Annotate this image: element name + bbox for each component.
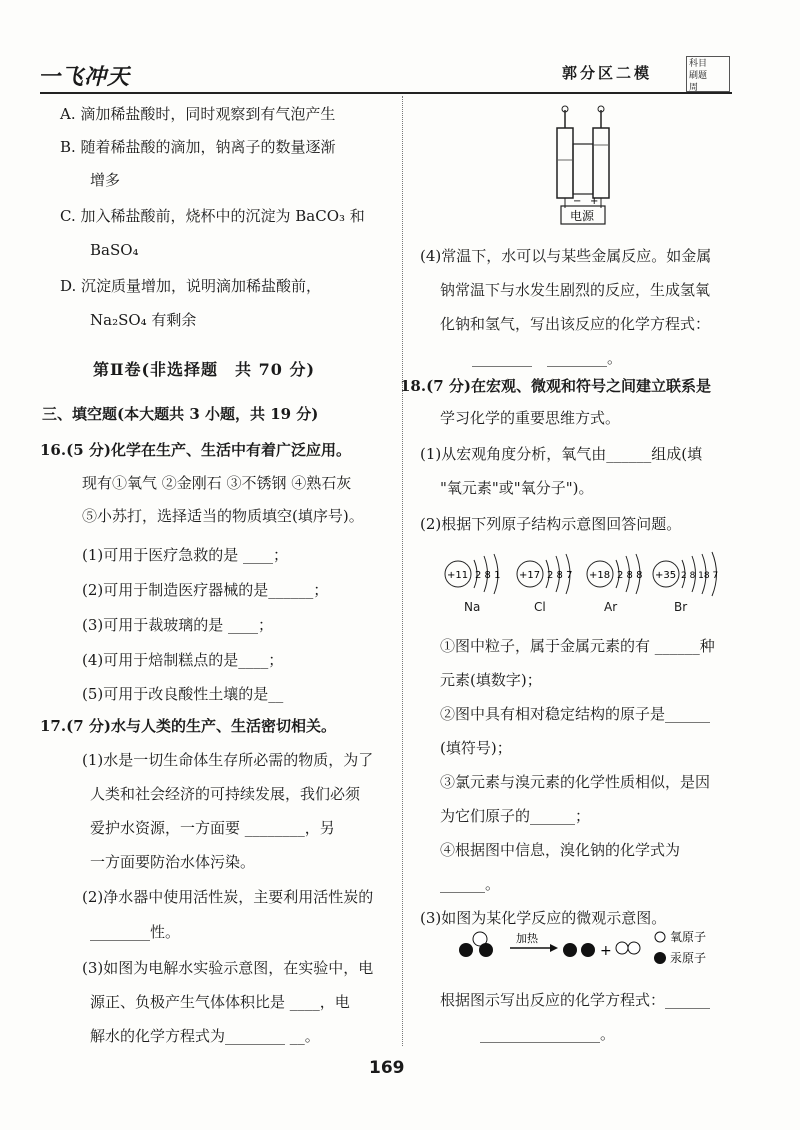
option-a: A. 滴加稀盐酸时，同时观察到有气泡产生	[60, 105, 336, 123]
svg-text:+: +	[600, 943, 612, 959]
q18-2-sub-3-line-1: ③氯元素与溴元素的化学性质相似，是因	[440, 773, 711, 791]
q17-2-line-2: ________性。	[90, 923, 181, 941]
page-number: 169	[369, 1058, 405, 1078]
q17-4-line-1: (4)常温下，水可以与某些金属反应。如金属	[420, 247, 712, 265]
section-3-heading: 三、填空题(本大题共 3 小题，共 19 分)	[42, 405, 319, 423]
q18-2-sub-4-line-1: ④根据图中信息，溴化钠的化学式为	[440, 841, 681, 859]
atom-na	[445, 554, 500, 594]
q16-line-3: ⑤小苏打，选择适当的物质填空(填序号)。	[82, 507, 364, 525]
header-badge	[686, 56, 730, 92]
atom-cl	[517, 554, 572, 594]
header-rule	[40, 92, 732, 94]
option-c: C. 加入稀盐酸前，烧杯中的沉淀为 BaCO₃ 和	[60, 207, 365, 225]
q17-3-line-1: (3)如图为电解水实验示意图，在实验中，电	[82, 959, 374, 977]
legend-mercury-label: 汞原子	[670, 951, 707, 965]
atom-cl-shells: 2 8 7	[547, 570, 573, 581]
q18-2-intro: (2)根据下列原子结构示意图回答问题。	[420, 515, 682, 533]
power-supply-label: 电源	[570, 209, 595, 223]
header-series-title: 郭分区二模	[562, 64, 653, 82]
atom-ar-shells: 2 8 8	[617, 570, 643, 581]
q18-line-2: 学习化学的重要思维方式。	[440, 409, 621, 427]
product-oxygen-molecule	[616, 942, 640, 954]
q18-3-answer-line-1: 根据图示写出反应的化学方程式：______	[440, 991, 711, 1009]
legend-oxygen-label: 氧原子	[670, 930, 707, 944]
electrolysis-diagram	[535, 100, 625, 230]
q18-3-intro: (3)如图为某化学反应的微观示意图。	[420, 909, 667, 927]
column-divider	[402, 96, 403, 1046]
option-c-cont: BaSO₄	[90, 241, 139, 259]
option-b: B. 随着稀盐酸的滴加，钠离子的数量逐渐	[60, 138, 336, 156]
q16-stem: 16.(5 分)化学在生产、生活中有着广泛应用。	[40, 441, 351, 459]
q18-stem: 18.(7 分)在宏观、微观和符号之间建立联系是	[400, 377, 711, 395]
badge-line-1: 科目	[689, 59, 708, 69]
reaction-diagram	[450, 928, 730, 972]
atom-br-shells: 2 8 18 7	[681, 571, 719, 581]
reaction-condition: 加热	[516, 932, 538, 945]
q18-2-sub-1-line-1: ①图中粒子，属于金属元素的有 ______种	[440, 637, 715, 655]
q16-sub-4: (4)可用于焙制糕点的是____；	[82, 651, 284, 669]
atom-na-shells: 2 8 1	[475, 570, 501, 581]
q18-2-sub-3-line-2: 为它们原子的______；	[440, 807, 591, 825]
header-logo: 一飞冲天	[38, 65, 131, 90]
atom-structure-diagrams	[440, 550, 730, 605]
q17-4-line-2: 钠常温下与水发生剧烈的反应，生成氢氧	[440, 281, 711, 299]
q18-2-sub-2-line-2: (填符号)；	[440, 739, 512, 757]
q17-stem: 17.(7 分)水与人类的生产、生活密切相关。	[40, 717, 336, 735]
atom-label-ar: Ar	[604, 600, 618, 614]
atom-label-br: Br	[674, 600, 688, 614]
q17-4-line-4: ________ ________。	[472, 349, 623, 367]
q17-1-line-2: 人类和社会经济的可持续发展，我们必须	[90, 785, 361, 803]
q17-2-line-1: (2)净水器中使用活性炭，主要利用活性炭的	[82, 888, 374, 906]
q18-1-line-2: "氧元素"或"氧分子")。	[440, 479, 594, 497]
q18-3-answer-line-2: ________________。	[480, 1025, 616, 1043]
q18-2-sub-1-line-2: 元素(填数字)；	[440, 671, 542, 689]
q18-1-line-1: (1)从宏观角度分析，氧气由______组成(填	[420, 445, 703, 463]
atom-br	[653, 552, 718, 596]
atom-label-na: Na	[464, 600, 481, 614]
q17-1-line-4: 一方面要防治水体污染。	[90, 853, 256, 871]
svg-text:+: +	[590, 196, 599, 207]
q16-sub-5: (5)可用于改良酸性土壤的是__	[82, 685, 284, 703]
product-mercury-atoms	[563, 943, 595, 957]
option-d-cont: Na₂SO₄ 有剩余	[90, 311, 197, 329]
badge-line-2: 刷题	[689, 71, 708, 81]
atom-ar	[587, 554, 642, 594]
q18-2-sub-2-line-1: ②图中具有相对稳定结构的原子是______	[440, 705, 711, 723]
q17-3-line-3: 解水的化学方程式为________ __。	[90, 1027, 320, 1045]
q17-1-line-1: (1)水是一切生命体生存所必需的物质，为了	[82, 751, 374, 769]
atom-br-nucleus: +35	[655, 570, 677, 581]
legend-mercury-icon	[654, 952, 666, 964]
option-b-cont: 增多	[90, 171, 121, 189]
q16-line-2: 现有①氧气 ②金刚石 ③不锈钢 ④熟石灰	[82, 474, 352, 492]
q17-1-line-3: 爱护水资源，一方面要 ________，另	[90, 819, 335, 837]
legend-oxygen-icon	[655, 932, 665, 942]
q18-2-sub-4-line-2: ______。	[440, 875, 501, 893]
q16-sub-2: (2)可用于制造医疗器械的是______；	[82, 581, 329, 599]
q16-sub-1: (1)可用于医疗急救的是 ____；	[82, 546, 289, 564]
badge-line-3: 周	[689, 83, 699, 93]
part2-title: 第Ⅱ卷(非选择题 共 70 分)	[93, 360, 316, 379]
q17-3-line-2: 源正、负极产生气体体积比是 ____，电	[90, 993, 350, 1011]
atom-cl-nucleus: +17	[519, 570, 541, 581]
atom-label-cl: Cl	[534, 600, 546, 614]
q17-4-line-3: 化钠和氢气，写出该反应的化学方程式：	[440, 315, 711, 333]
q16-sub-3: (3)可用于裁玻璃的是 ____；	[82, 616, 274, 634]
reactant-molecule	[459, 932, 493, 957]
atom-ar-nucleus: +18	[589, 570, 611, 581]
option-d: D. 沉淀质量增加，说明滴加稀盐酸前，	[60, 277, 322, 295]
atom-na-nucleus: +11	[447, 570, 469, 581]
svg-text:−: −	[573, 196, 582, 207]
